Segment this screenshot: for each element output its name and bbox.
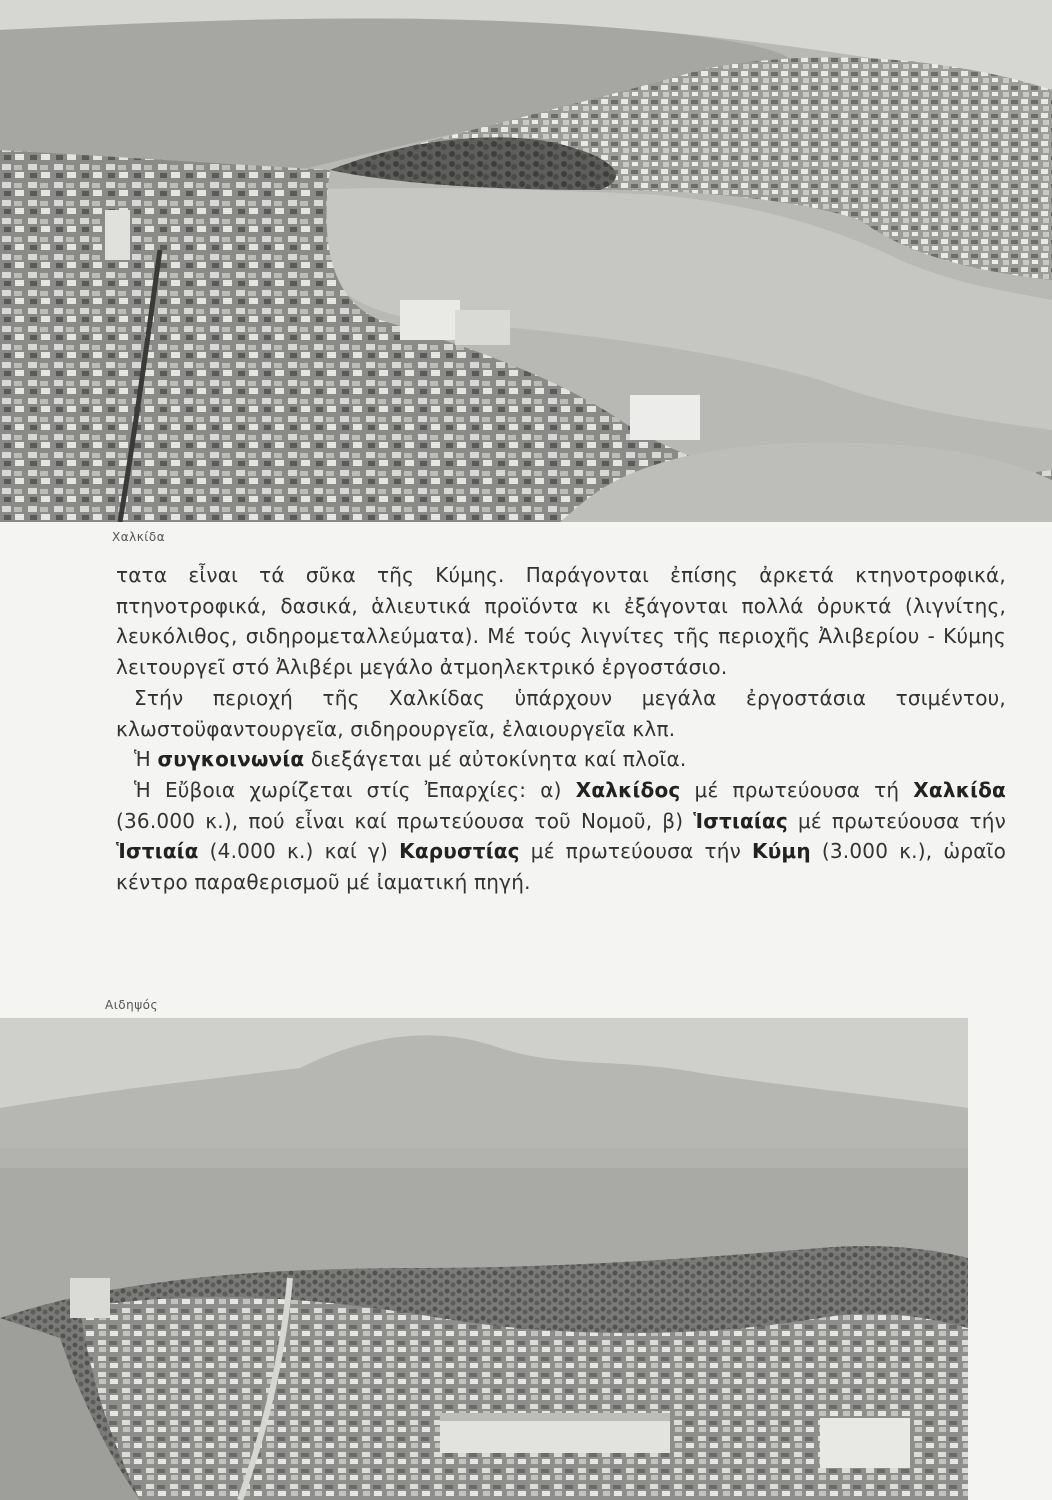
text-span: (4.000 κ.) καί γ) — [198, 839, 400, 864]
bold-term: Κύμη — [752, 839, 811, 864]
paragraph-3 — [116, 744, 1006, 775]
text-span: (3.000 κ.), ὡραῖο κέντρο παραθερισμοῦ μέ ἰαματική πηγή. — [116, 839, 1007, 895]
text-span: διεξάγεται μέ αὐτοκίνητα καί πλοῖα. — [304, 747, 687, 772]
text-span: (36.000 κ.), πού εἶναι καί πρωτεύουσα τοῦ Νομοῦ, β) — [116, 808, 694, 833]
photo-caption-top: Χαλκίδα — [112, 530, 166, 544]
text-span: Ἡ — [134, 747, 158, 772]
bold-term: Ἱστιαία — [116, 839, 199, 864]
bold-term: συγκοινωνία — [157, 747, 305, 772]
text-span: μέ πρωτεύουσα τήν — [519, 839, 753, 864]
article-body — [116, 560, 1006, 898]
bold-term: Χαλκίδος — [575, 777, 681, 802]
text-span: μέ πρωτεύουσα τήν — [787, 808, 1006, 833]
photo-chalkida — [0, 0, 1052, 522]
text-span: Ἡ Εὔβοια χωρίζεται στίς Ἐπαρχίες: α) — [134, 777, 576, 802]
photo-aidipsos — [0, 1018, 968, 1500]
photo-caption-bottom: Αιδηψός — [105, 998, 159, 1012]
bold-term: Χαλκίδα — [913, 777, 1006, 802]
paragraph-1: τατα εἶναι τά σῦκα τῆς Κύμης. Παράγονται ἐπίσης ἀρκετά κτηνοτροφικά, πτηνοτροφικά, δασικά, ἁλιευτικά προϊόντα κι ἐξάγονται πολλά ὀρυκτά (λιγνίτης, λευκόλιθος, σιδηρομεταλλεύματα). Μέ τούς λιγνίτες τῆς περιοχῆς Ἀλιβερίου - Κύμης λειτουργεῖ στό Ἀλιβέρι μεγάλο ἀτμοηλεκτρικό ἐργοστάσιο. — [116, 563, 1006, 680]
paragraph-4 — [116, 775, 1006, 898]
bold-term: Καρυστίας — [399, 839, 520, 864]
paragraph-2: Στήν περιοχή τῆς Χαλκίδας ὑπάρχουν μεγάλα ἐργοστάσια τσιμέντου, κλωστοϋφαντουργεῖα, σιδηρουργεῖα, ἐλαιουργεῖα κλπ. — [116, 685, 1006, 741]
bold-term: Ἱστιαίας — [693, 808, 788, 833]
text-span: μέ πρωτεύουσα τή — [680, 777, 914, 802]
